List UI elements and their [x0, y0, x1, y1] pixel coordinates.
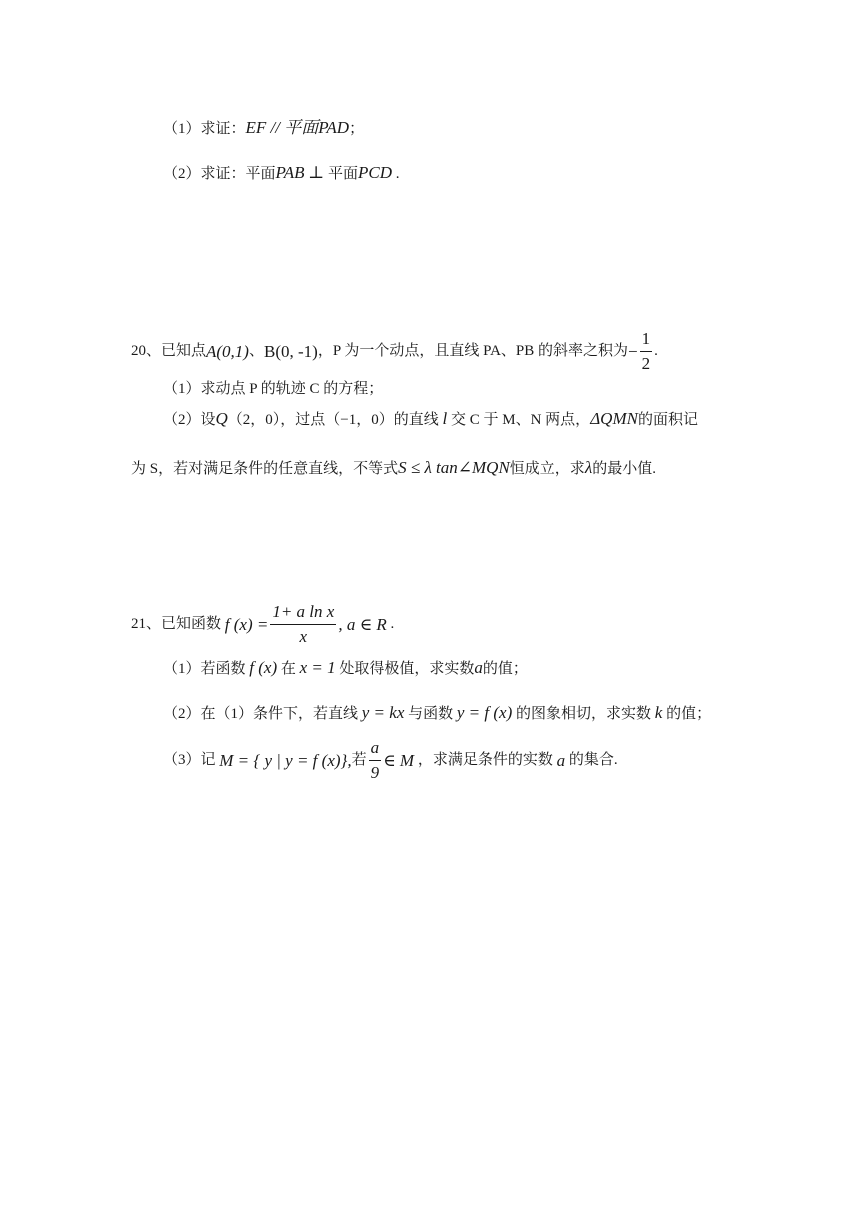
q21-part3 [163, 739, 618, 782]
q20-part2-line2 [131, 459, 656, 477]
q21-part2-k: k [654, 703, 663, 722]
q21-fraction [270, 603, 336, 646]
q20-triangle: ΔQMN [590, 409, 638, 428]
q21-number: 21、已知函数 [131, 616, 222, 633]
q21-part2-eq1: y = kx [361, 703, 405, 722]
q21-stem [131, 603, 394, 646]
q21-fx: f (x) = [224, 615, 269, 635]
perp-symbol: ⊥ [308, 163, 325, 182]
q19-part1-end: ； [349, 121, 365, 137]
q21-part1-eq: x = 1 [299, 658, 336, 677]
q20-point-q: Q [215, 409, 228, 428]
q21-part3-set: M = { y | y = f (x)}, [219, 751, 352, 771]
q20-stem-end: . [654, 343, 658, 360]
q20-part1-text: （1）求动点 P 的轨迹 C 的方程； [163, 381, 384, 397]
q20-part2-label: （2）设 [163, 412, 216, 428]
q21-part3-label: （3）记 [163, 752, 216, 769]
q21-part1-t3: 的值； [482, 661, 528, 677]
q19-part2-end: . [395, 166, 400, 182]
q20-minus: − [628, 342, 638, 362]
q21-domain: , a ∈ R [338, 615, 387, 635]
q20-part2-line1 [163, 410, 698, 428]
q21-part1-a: a [474, 658, 483, 677]
q20-number: 20、已知点 [131, 343, 207, 360]
q21-part2-label: （2）在（1）条件下，若直线 [163, 706, 359, 722]
q20-stem-text: ，P 为一个动点，且直线 PA、PB 的斜率之积为 [317, 343, 629, 360]
q21-part2-t2: 的图象相切，求实数 [516, 706, 652, 722]
q20-part2-t1: （2，0），过点（−1，0）的直线 [227, 412, 439, 428]
q20-part2-t6: 的最小值. [592, 461, 656, 477]
q21-part2-eq2: y = f (x) [456, 703, 513, 722]
q21-part3-frac-num: a [369, 739, 382, 761]
q21-part3-a: a [556, 751, 566, 771]
q21-part2 [163, 704, 711, 722]
q21-part3-fraction [369, 739, 382, 782]
q20-frac-num: 1 [640, 330, 653, 352]
q21-part3-frac-den: 9 [370, 762, 380, 782]
q21-part1-label: （1）若函数 [163, 661, 246, 677]
q19-part2-math2: PCD [358, 163, 392, 182]
q20-frac-den: 2 [641, 353, 651, 373]
q20-point-a: A(0,1) [206, 342, 249, 362]
q19-part2-mid: 平面 [327, 166, 358, 182]
q21-part3-t1: ，求满足条件的实数 [417, 752, 553, 769]
q21-part3-ruo: 若 [351, 752, 367, 769]
q19-part2 [163, 164, 400, 182]
q20-part2-t4: 为 S，若对满足条件的任意直线，不等式 [131, 461, 399, 477]
q20-part2-t5: 恒成立，求 [509, 461, 585, 477]
q19-part2-math1: PAB [275, 163, 305, 182]
q20-fraction [640, 330, 653, 373]
q19-part2-label: （2）求证：平面 [163, 166, 276, 182]
q20-lambda: λ [584, 458, 593, 477]
q21-stem-end: . [390, 616, 395, 633]
q19-part1-label: （1）求证： [163, 121, 246, 137]
q21-part1-t1: 在 [280, 661, 296, 677]
q20-part1 [163, 382, 383, 397]
q21-frac-num: 1+ a ln x [270, 603, 336, 625]
q20-point-b: B(0, -1) [264, 342, 318, 362]
q19-part1 [163, 119, 364, 137]
q19-part1-math: EF // 平面PAD [245, 118, 350, 137]
q21-part1 [163, 659, 528, 677]
q21-part1-fx: f (x) [249, 658, 278, 677]
q21-part2-t3: 的值； [666, 706, 712, 722]
q21-part3-t2: 的集合. [568, 752, 618, 769]
q21-part1-t2: 处取得极值，求实数 [339, 661, 475, 677]
q20-sep: 、 [248, 343, 264, 360]
q20-inequality: S ≤ λ tan∠MQN [398, 458, 510, 477]
q20-part2-t2: 交 C 于 M、N 两点， [451, 412, 591, 428]
q20-part2-t3: 的面积记 [637, 412, 698, 428]
q20-line-l: l [442, 409, 448, 428]
q21-frac-den: x [299, 626, 308, 646]
q21-part3-in: ∈ M [383, 751, 415, 771]
q20-stem [131, 330, 658, 373]
q21-part2-t1: 与函数 [408, 706, 454, 722]
